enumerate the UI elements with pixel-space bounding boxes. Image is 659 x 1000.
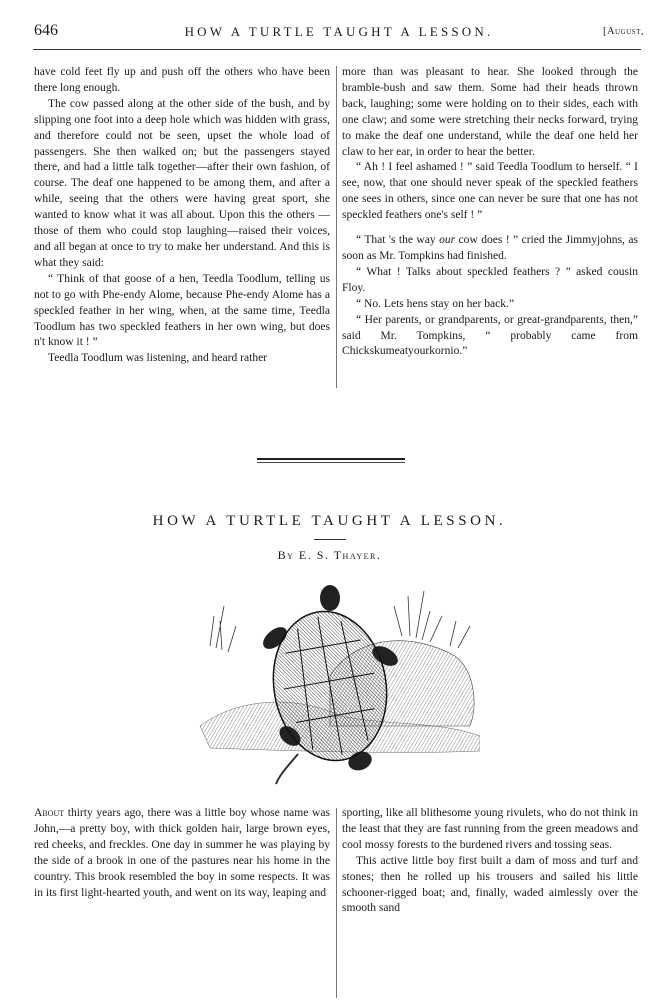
paragraph: This active little boy first built a dam of moss and turf and stones; then he rolled up his trousers and sailed his little schooner-rigged boat; and, finally, waded aimlessly over the smooth sand	[342, 854, 638, 915]
top-left-column	[34, 65, 330, 367]
paragraph: The cow passed along at the other side of the bush, and by slipping one foot into a deep hole which was hidden with grass, and therefore could not be seen, upset the whole load of passengers. She then walked on; but the passengers stayed there, and had a little talk together—after their own fashion, of course. The deaf one happened to be among them, and after a while, seeing that the others were having great sport, she wanted to know what it was all about. Upon this the others —those of them who could stop laughing—raised their voices, and all began at once to try to make her understand. And this is what they said:	[34, 97, 330, 269]
paragraph: Teedla Toodlum was listening, and heard rather	[48, 352, 268, 365]
header-rule	[33, 49, 641, 50]
paragraph: “ Ah ! I feel ashamed ! ” said Teedla Toodlum to herself. “ I see, now, that one should never speak of the speckled feathers one sees in others, since one can never be sure that one has not speckled feathers one's self ! ”	[342, 161, 638, 222]
paragraph: About thirty years ago, there was a little boy whose name was John,—a pretty boy, with thick golden hair, large brown eyes, red cheeks, and freckles. One day in summer he was playing by the side of a brook in one of the pastures near his home in the country. This brook resembled the boy in some respects. It was in its first light-hearted youth, and went on its way, leaping and	[34, 807, 330, 899]
title-rule	[314, 539, 346, 540]
paragraph: “ What ! Talks about speckled feathers ? ” asked cousin Floy.	[342, 265, 638, 294]
quote-paragraph: “ Think of that goose of a hen, Teedla Toodlum, telling us not to go with Phe-endy Alome, because Phe-endy Alome has a speckled feather in her wing, when, at the same time, Teedla Toodlum has two speckled feathers in her own wing, but does n't know it ! ”	[34, 272, 330, 349]
top-right-column	[342, 65, 638, 360]
section-divider	[257, 458, 405, 460]
turtle-tail	[276, 754, 298, 784]
lead-word: About	[34, 807, 65, 819]
paragraph: have cold feet fly up and push off the others who have been there long enough.	[34, 66, 330, 94]
paragraph: “ No. Lets hens stay on her back.”	[356, 297, 515, 310]
turtle-illustration	[180, 576, 480, 790]
bottom-right-column	[342, 806, 638, 917]
running-title: HOW A TURTLE TAUGHT A LESSON.	[184, 24, 494, 39]
paragraph: sporting, like all blithesome young rivulets, who do not think in the least that they are fast running from the green meadows and cool mossy forests to the burdened rivers and tossing seas.	[342, 807, 638, 851]
column-divider-bottom	[336, 808, 337, 998]
article-title: HOW A TURTLE TAUGHT A LESSON.	[152, 513, 507, 529]
paragraph: “ Her parents, or grandparents, or great-grandparents, then,” said Mr. Tompkins, “ probably came from Chickskumeatyourkornio.”	[342, 313, 638, 358]
emphasis-our: our	[439, 234, 456, 247]
turtle-head	[320, 585, 340, 611]
paragraph: more than was pleasant to hear. She looked through the bramble-bush and saw them. Some had their heads thrown back, laughing; some were holding on to their sides, each with one claw; and some were stretching their necks forward, trying to make the deaf one understand, while the deaf one held her claw to her ear, in order to hear the better.	[342, 66, 638, 158]
running-month: [August,	[602, 26, 644, 37]
page-header	[34, 22, 644, 46]
bottom-left-column	[34, 806, 330, 901]
section-divider-thin	[257, 462, 405, 463]
column-divider-top	[336, 66, 337, 388]
article-byline: By E. S. Thayer.	[277, 548, 382, 562]
page-number: 646	[34, 22, 58, 39]
paragraph: “ That 's the way our cow does ! ” cried the Jimmyjohns, as soon as Mr. Tompkins had finished.	[342, 234, 638, 262]
